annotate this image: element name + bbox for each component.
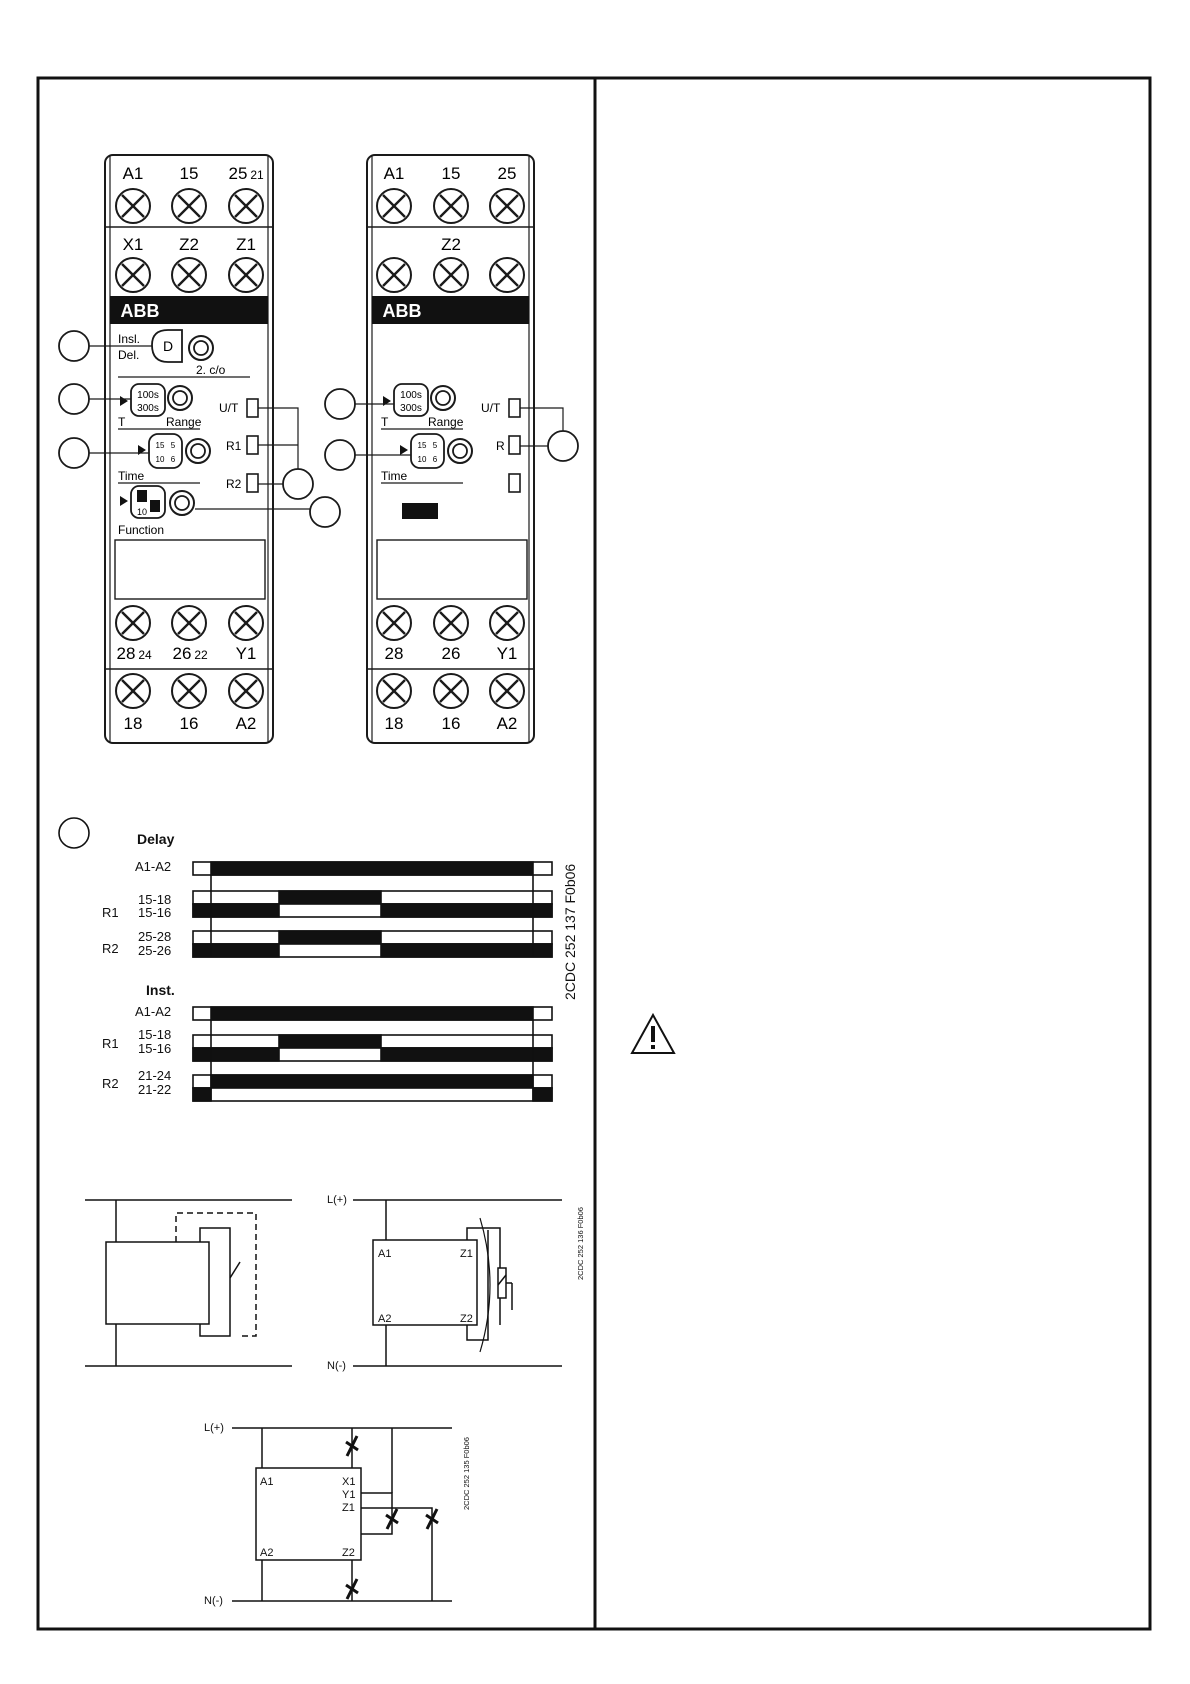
time-mark: 15 (417, 441, 427, 450)
device-left (59, 155, 340, 743)
callout-circle (325, 389, 355, 419)
range-label: Range (428, 415, 464, 429)
timing-diagrams (59, 818, 578, 1101)
terminal-screw-icon (377, 606, 411, 640)
insl-label: Insl. (118, 332, 141, 346)
diagram2-z2: Z2 (460, 1313, 473, 1325)
callout-circle (283, 469, 313, 499)
range-option-300s: 300s (400, 403, 422, 414)
terminal-screw-icon (434, 189, 468, 223)
terminal-18-label: 18 (123, 714, 143, 733)
range-label: Range (166, 415, 202, 429)
range-knob[interactable] (168, 386, 192, 410)
terminal-z2-label: Z2 (441, 235, 461, 254)
inst-r1-contact-no: 15-18 (138, 1027, 172, 1042)
diagram2-z1: Z1 (460, 1248, 473, 1260)
diagram3-code: 2CDC 252 135 F0b06 (462, 1437, 471, 1510)
terminal-screw-icon (229, 258, 263, 292)
terminal-18-label: 18 (384, 714, 404, 733)
terminal-y1-label: Y1 (496, 644, 518, 663)
terminal-screw-icon (116, 189, 150, 223)
delay-r1-label: R1 (102, 905, 119, 920)
terminal-x1-label: X1 (122, 235, 144, 254)
led-ut (509, 399, 520, 417)
inst-r1-label: R1 (102, 1036, 119, 1051)
diagram3-x1: X1 (342, 1476, 356, 1488)
terminal-15-label: 15 (441, 164, 461, 183)
terminal-25-label: 25 (228, 164, 248, 183)
terminal-21-label: 21 (250, 168, 264, 182)
terminal-screw-icon (172, 258, 206, 292)
terminal-screw-icon (229, 606, 263, 640)
warning-triangle-icon (630, 1012, 676, 1056)
wiring-diagram-contact (85, 1200, 292, 1366)
delay-r1-contact-nc: 15-16 (138, 905, 172, 920)
diagram2-l-plus: L(+) (327, 1194, 347, 1206)
terminal-screw-icon (434, 606, 468, 640)
terminal-25-label: 25 (497, 164, 517, 183)
label-window (115, 540, 265, 599)
callout-circle (325, 440, 355, 470)
delay-supply-label: A1-A2 (135, 859, 172, 874)
inst-r2-label: R2 (102, 1076, 119, 1091)
terminal-screw-icon (490, 258, 524, 292)
device-right (325, 155, 578, 743)
time-mark: 6 (432, 455, 438, 464)
terminal-a1-label: A1 (383, 164, 405, 183)
function-knob[interactable] (170, 491, 194, 515)
terminal-16-label: 16 (441, 714, 461, 733)
terminal-screw-icon (116, 258, 150, 292)
inst-r2-contact-no: 21-24 (138, 1068, 172, 1083)
delay-r2-contact-no: 25-28 (138, 929, 172, 944)
terminal-screw-icon (229, 189, 263, 223)
terminal-z1-label: Z1 (236, 235, 256, 254)
time-knob[interactable] (448, 439, 472, 463)
diagram3-z2: Z2 (342, 1547, 355, 1559)
brand-logo: ABB (382, 301, 422, 321)
terminal-screw-icon (377, 674, 411, 708)
led-ut-label: U/T (481, 401, 501, 415)
time-mark: 10 (417, 455, 427, 464)
delay-r2-contact-nc: 25-26 (138, 943, 172, 958)
led-r (509, 436, 520, 454)
time-mark: 15 (155, 441, 165, 450)
diagram3-l-plus: L(+) (204, 1422, 224, 1434)
terminal-screw-icon (377, 258, 411, 292)
terminal-28-label: 28 (384, 644, 404, 663)
led-r2-label: R2 (226, 477, 242, 491)
label-window (377, 540, 527, 599)
brand-logo: ABB (120, 301, 160, 321)
terminal-screw-icon (229, 674, 263, 708)
time-label: Time (118, 469, 145, 483)
function-label: Function (118, 523, 165, 537)
terminal-screw-icon (377, 189, 411, 223)
diagram2-code: 2CDC 252 136 F0b06 (576, 1207, 585, 1280)
terminal-screw-icon (172, 674, 206, 708)
time-mark: 5 (432, 441, 438, 450)
t-label: T (381, 415, 389, 429)
wiring-diagram-potentiometer (353, 1200, 562, 1366)
range-option-100s: 100s (400, 390, 422, 401)
co-label: 2. c/o (196, 363, 226, 377)
range-knob[interactable] (431, 386, 455, 410)
callout-circle (59, 384, 89, 414)
diagram2-a2: A2 (378, 1313, 392, 1325)
callout-circle (310, 497, 340, 527)
time-mark: 6 (170, 455, 176, 464)
delay-title: Delay (137, 831, 175, 847)
t-label: T (118, 415, 126, 429)
terminal-y1-label: Y1 (235, 644, 257, 663)
time-label: Time (381, 469, 408, 483)
inst-r2-contact-nc: 21-22 (138, 1082, 172, 1097)
insl-del-knob[interactable] (189, 336, 213, 360)
inst-supply-label: A1-A2 (135, 1004, 172, 1019)
inst-r1-contact-nc: 15-16 (138, 1041, 172, 1056)
function-slot (402, 503, 438, 519)
time-mark: 10 (155, 455, 165, 464)
callout-circle (59, 818, 89, 848)
time-mark: 5 (170, 441, 176, 450)
terminal-screw-icon (434, 258, 468, 292)
terminal-screw-icon (116, 606, 150, 640)
function-mark: 10 (136, 507, 148, 517)
diagram3-z1: Z1 (342, 1502, 355, 1514)
terminal-screw-icon (490, 606, 524, 640)
diagram2-n-minus: N(-) (327, 1360, 346, 1372)
led-blank (509, 474, 520, 492)
terminal-screw-icon (172, 189, 206, 223)
terminal-a2-label: A2 (235, 714, 257, 733)
led-ut-label: U/T (219, 401, 239, 415)
diagram3-n-minus: N(-) (204, 1595, 223, 1607)
callout-circle (59, 438, 89, 468)
terminal-26-label: 26 (441, 644, 461, 663)
terminal-screw-icon (172, 606, 206, 640)
terminal-screw-icon (490, 674, 524, 708)
terminal-28-label: 28 (116, 644, 136, 663)
terminal-16-label: 16 (179, 714, 199, 733)
callout-circle (548, 431, 578, 461)
terminal-a2-label: A2 (496, 714, 518, 733)
led-r1-label: R1 (226, 439, 242, 453)
led-r1 (247, 436, 258, 454)
insl-dial-letter: D (162, 338, 174, 354)
terminal-24-label: 24 (138, 648, 152, 662)
terminal-a1-label: A1 (122, 164, 144, 183)
wiring-diagram-multi-contact (232, 1428, 452, 1601)
range-option-300s: 300s (137, 403, 159, 414)
timing-diagram-code: 2CDC 252 137 F0b06 (562, 863, 578, 1000)
diagram2-a1: A1 (378, 1248, 392, 1260)
led-ut (247, 399, 258, 417)
terminal-22-label: 22 (194, 648, 208, 662)
diagram3-a1: A1 (260, 1476, 274, 1488)
terminal-screw-icon (434, 674, 468, 708)
del-label: Del. (118, 348, 140, 362)
delay-r1-contact-no: 15-18 (138, 892, 172, 907)
terminal-15-label: 15 (179, 164, 199, 183)
terminal-screw-icon (490, 189, 524, 223)
callout-circle (59, 331, 89, 361)
delay-r2-label: R2 (102, 941, 119, 956)
time-knob[interactable] (186, 439, 210, 463)
diagram3-a2: A2 (260, 1547, 274, 1559)
diagram3-y1: Y1 (342, 1489, 356, 1501)
inst-title: Inst. (146, 982, 175, 998)
terminal-26-label: 26 (172, 644, 192, 663)
led-r-label: R (496, 439, 505, 453)
terminal-screw-icon (116, 674, 150, 708)
led-r2 (247, 474, 258, 492)
terminal-z2-label: Z2 (179, 235, 199, 254)
range-option-100s: 100s (137, 390, 159, 401)
